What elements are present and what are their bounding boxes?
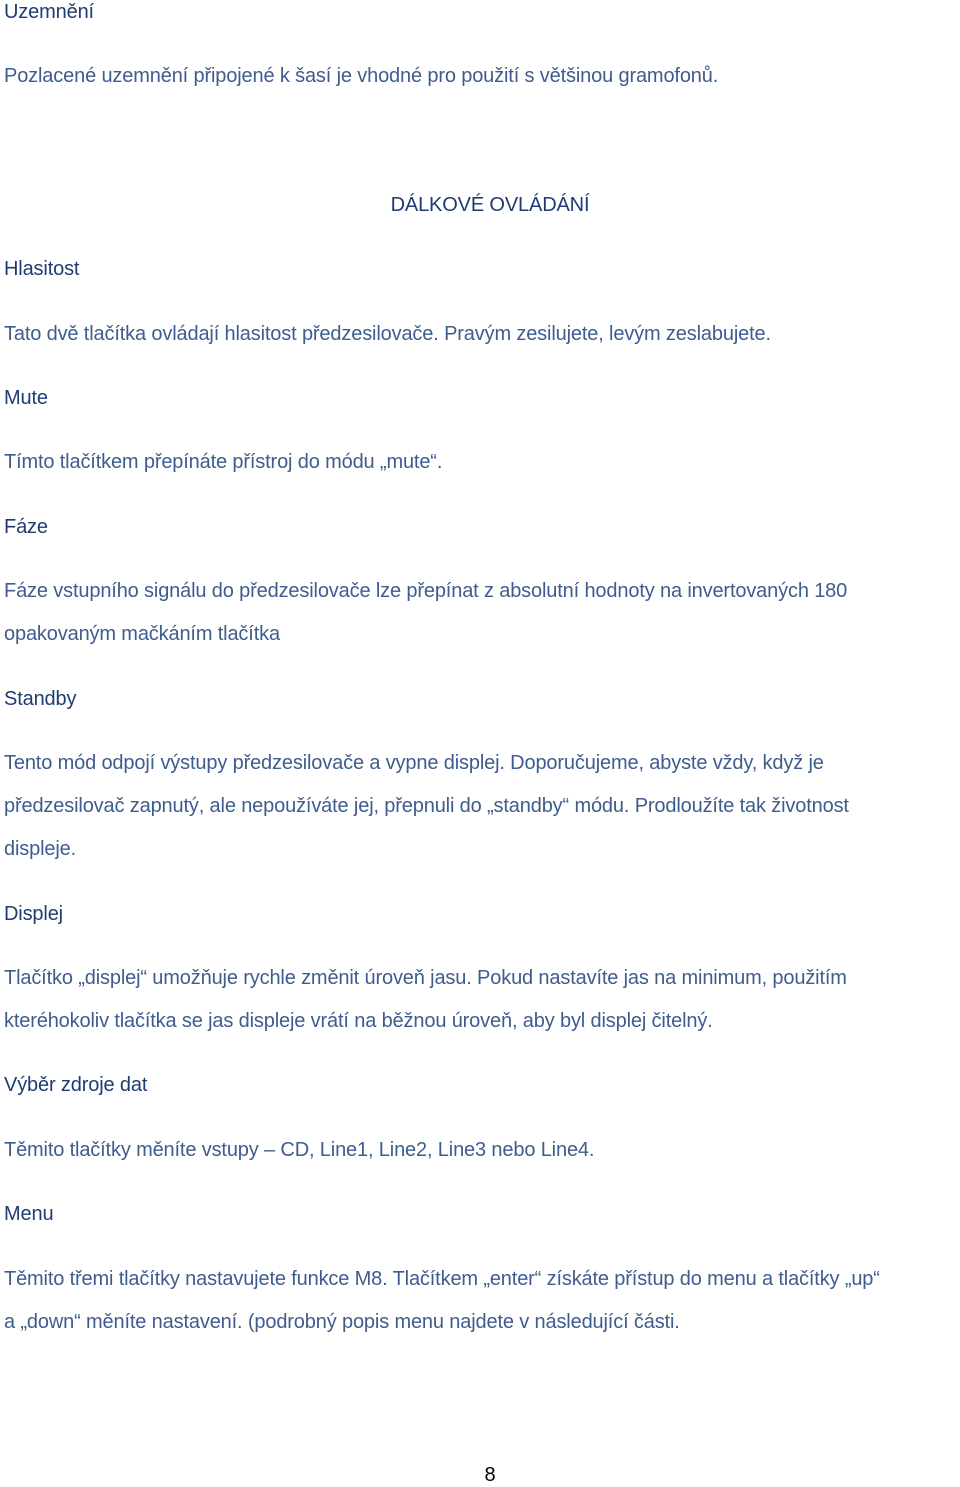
heading-source-select: Výběr zdroje dat bbox=[4, 1074, 148, 1096]
heading-display: Displej bbox=[4, 903, 63, 925]
page-number: 8 bbox=[484, 1464, 496, 1486]
heading-menu: Menu bbox=[4, 1203, 54, 1225]
paragraph-display-line-2: kteréhokoliv tlačítka se jas displeje vrátí na běžnou úroveň, aby byl displej čitelný. bbox=[4, 1010, 713, 1032]
section-title-remote-control: DÁLKOVÉ OVLÁDÁNÍ bbox=[390, 194, 590, 216]
paragraph-standby-line-1: Tento mód odpojí výstupy předzesilovače a vypne displej. Doporučujeme, abyste vždy, když je bbox=[4, 752, 824, 774]
heading-volume: Hlasitost bbox=[4, 258, 80, 280]
heading-mute: Mute bbox=[4, 387, 48, 409]
paragraph-standby-line-2: předzesilovač zapnutý, ale nepoužíváte jej, přepnuli do „standby“ módu. Prodloužíte tak životnost bbox=[4, 795, 849, 817]
paragraph-phase-line-1: Fáze vstupního signálu do předzesilovače lze přepínat z absolutní hodnoty na invertovaných 180 bbox=[4, 580, 848, 602]
paragraph-standby-line-3: displeje. bbox=[4, 838, 77, 860]
paragraph-source-select-line-1: Těmito tlačítky měníte vstupy – CD, Line1, Line2, Line3 nebo Line4. bbox=[4, 1139, 595, 1161]
heading-standby: Standby bbox=[4, 688, 77, 710]
paragraph-display-line-1: Tlačítko „displej“ umožňuje rychle změnit úroveň jasu. Pokud nastavíte jas na minimum, použitím bbox=[4, 967, 847, 989]
paragraph-phase-line-2: opakovaným mačkáním tlačítka bbox=[4, 623, 280, 645]
paragraph-volume-line-1: Tato dvě tlačítka ovládají hlasitost předzesilovače. Pravým zesilujete, levým zeslabujete. bbox=[4, 323, 771, 345]
heading-grounding: Uzemnění bbox=[4, 1, 94, 23]
paragraph-menu-line-2: a „down“ měníte nastavení. (podrobný popis menu najdete v následující části. bbox=[4, 1311, 680, 1333]
paragraph-grounding-line-1: Pozlacené uzemnění připojené k šasí je vhodné pro použití s většinou gramofonů. bbox=[4, 65, 719, 87]
paragraph-mute-line-1: Tímto tlačítkem přepínáte přístroj do módu „mute“. bbox=[4, 451, 443, 473]
heading-phase: Fáze bbox=[4, 516, 48, 538]
paragraph-menu-line-1: Těmito třemi tlačítky nastavujete funkce M8. Tlačítkem „enter“ získáte přístup do menu a tlačítky „up“ bbox=[4, 1268, 880, 1290]
